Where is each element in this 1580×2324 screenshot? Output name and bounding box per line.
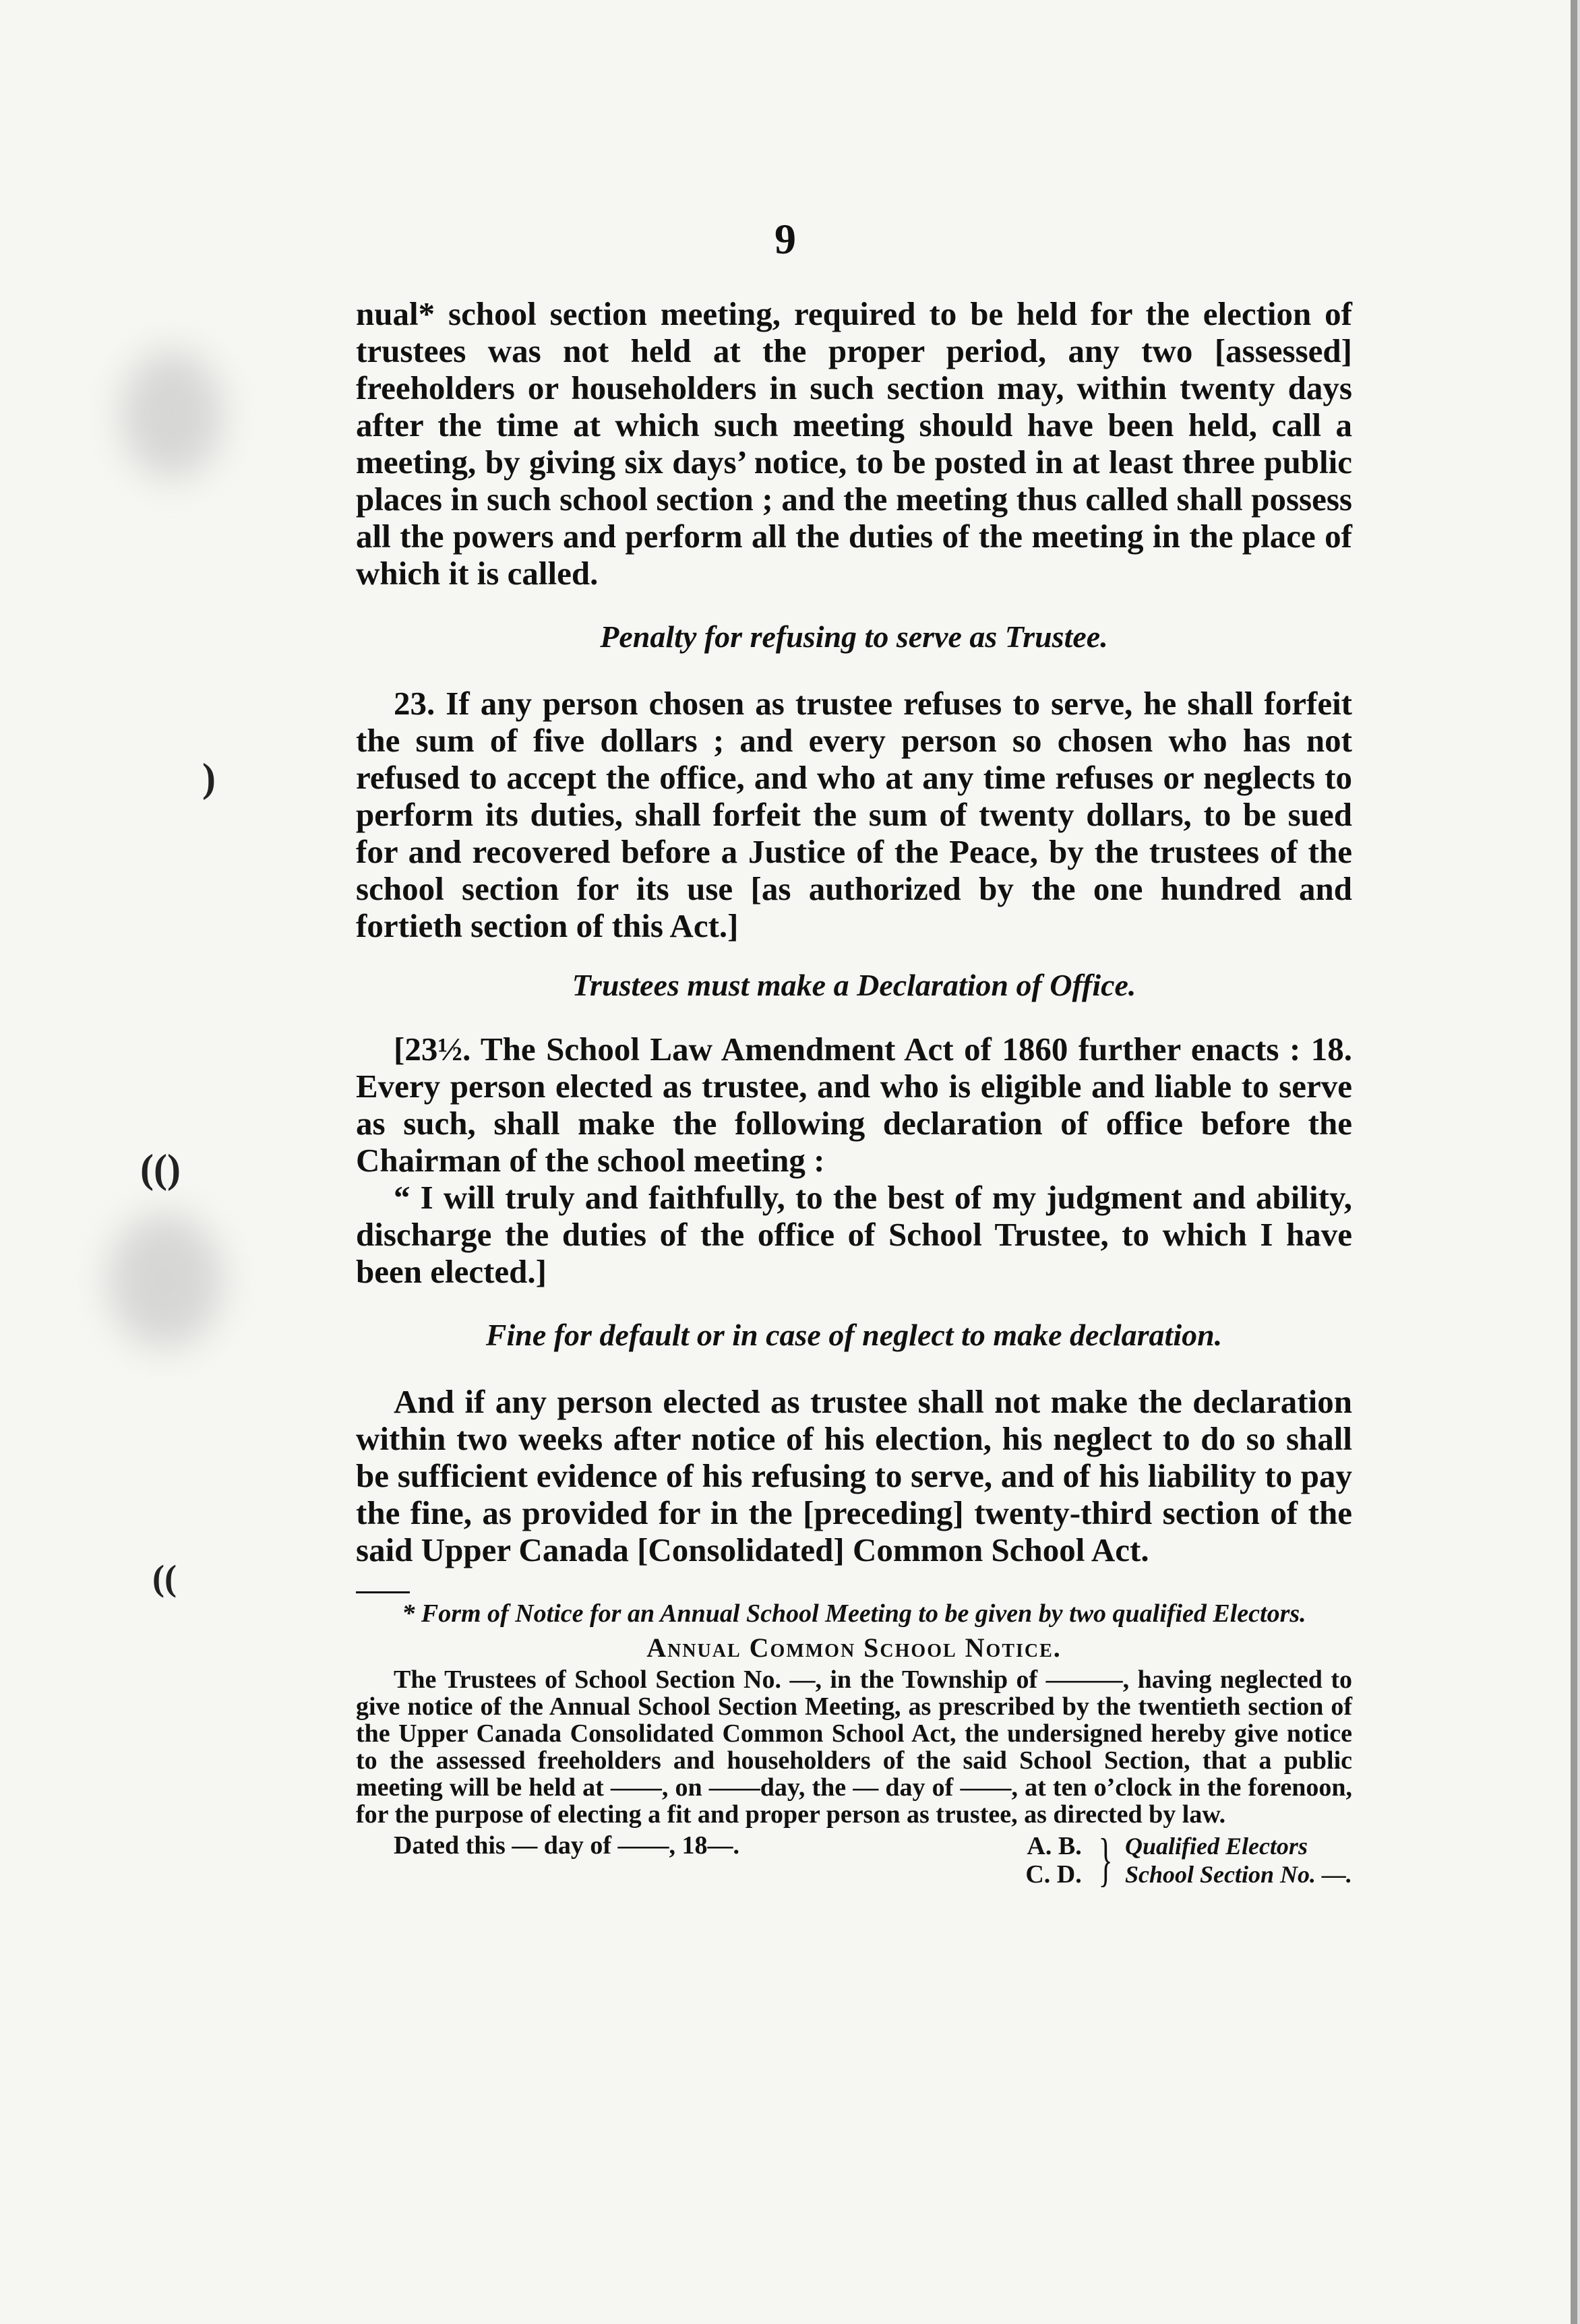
bleed-through-smudge <box>108 1213 222 1348</box>
signer-initials <box>1025 1832 1081 1889</box>
declaration-quote: “ I will truly and faithfully, to the best of my judgment and ability, discharge the duties of the office of School Trustee, to which I have been elected.] <box>356 1179 1352 1290</box>
caption-1: Qualified Electors <box>1124 1833 1308 1860</box>
brace-icon: } <box>1098 1827 1113 1893</box>
paragraph: And if any person elected as trustee shall not make the declaration within two weeks after notice of his election, his neglect to do so shall be sufficient evidence of his refusing to serve, and of his liability to pay the fine, as provided for in the [preceding] twenty-third section of the said Upper Canada [Consolidated] Common School Act. <box>356 1383 1352 1568</box>
signature-block <box>1025 1827 1352 1893</box>
footnote-title: * Form of Notice for an Annual School Meeting to be given by two qualified Electors. <box>402 1599 1306 1628</box>
page-content <box>356 295 1352 1893</box>
caption-2: School Section No. —. <box>1124 1861 1352 1888</box>
paragraph: 23. If any person chosen as trustee refuses to serve, he shall forfeit the sum of five dollars ; and every person so chosen who has not refused to accept the office, and who at any time refuses or neglects to perform its duties, shall forfeit the sum of twenty dollars, to be sued for and recovered before a Justice of the Peace, by the trustees of the school section for its use [as authorized by the one hundred and fortieth section of this Act.] <box>356 685 1352 944</box>
signature-row <box>356 1827 1352 1893</box>
paragraph: nual* school section meeting, required to be held for the election of trustees was not held at the proper period, any two [assessed] freeholders or householders in such section may, within twenty days after the time at which such meeting should have been held, call a meeting, by giving six days’ notice, to be posted in at least three public places in such school section ; and the meeting thus called shall possess all the powers and perform all the duties of the meeting in the place of which it is called. <box>356 295 1352 592</box>
signer-caption <box>1125 1832 1352 1889</box>
bleed-through-smudge <box>121 350 222 479</box>
margin-mark: (() <box>140 1146 181 1191</box>
margin-mark: ) <box>202 756 216 800</box>
section-heading: Trustees must make a Declaration of Office. <box>572 968 1136 1002</box>
section-heading: Penalty for refusing to serve as Trustee. <box>600 619 1108 654</box>
paragraph: [23½. The School Law Amendment Act of 1860 further enacts : 18. Every person elected as trustee, and who is eligible and liable to serve as such, shall make the following declaration of office before the Chairman of the school meeting : <box>356 1031 1352 1179</box>
dated-line: Dated this — day of ——, 18—. <box>394 1831 740 1860</box>
footnote-rule <box>356 1591 410 1593</box>
margin-mark: (( <box>152 1558 177 1598</box>
signer-2: C. D. <box>1025 1860 1082 1889</box>
footnote-heading: Annual Common School Notice. <box>646 1632 1062 1663</box>
section-heading: Fine for default or in case of neglect to make declaration. <box>485 1318 1223 1352</box>
footnote-body: The Trustees of School Section No. —, in the Township of ———, having neglected to give notice of the Annual School Section Meeting, as prescribed by the twentieth section of the Upper Canada Consolidated Common School Act, the undersigned hereby give notice to the assessed freeholders and householders of the said School Section, that a public meeting will be held at ——, on ——day, the — day of ——, at ten o’clock in the forenoon, for the purpose of electing a fit and proper person as trustee, as directed by law. <box>356 1665 1352 1829</box>
signer-1: A. B. <box>1027 1832 1082 1860</box>
page-number: 9 <box>774 215 796 263</box>
